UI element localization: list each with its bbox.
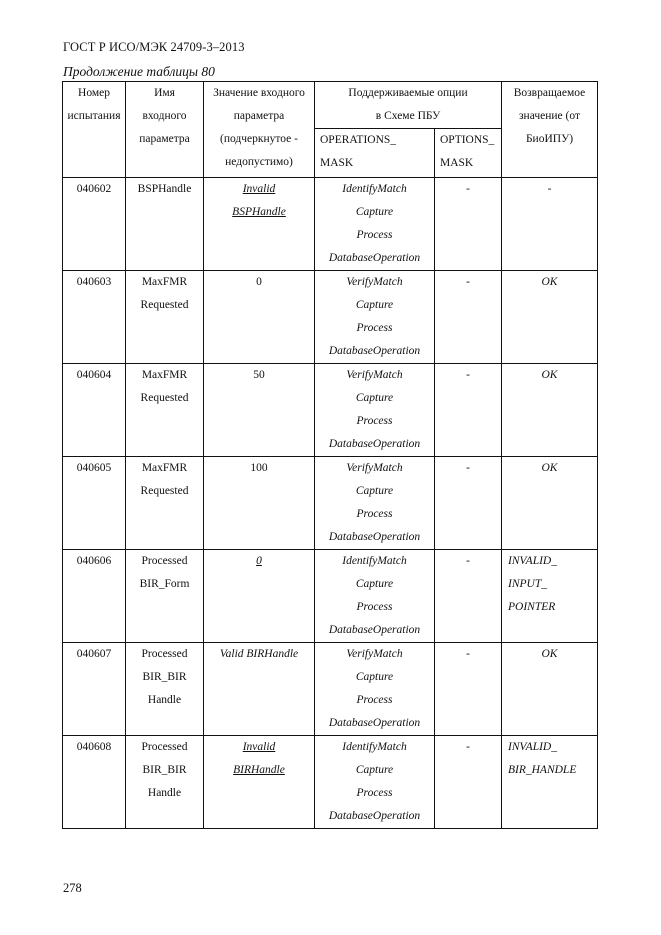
table-row <box>63 736 598 829</box>
table-row <box>63 457 598 550</box>
col-number-header: Номер испытания <box>63 82 126 178</box>
return-value-cell: OK <box>502 271 598 364</box>
test-table <box>62 81 598 829</box>
test-number-cell: 040608 <box>63 736 126 829</box>
operations-mask-cell: VerifyMatch Capture Process DatabaseOperation <box>315 457 435 550</box>
param-name-cell: MaxFMR Requested <box>126 457 204 550</box>
options-mask-cell: - <box>435 550 502 643</box>
param-name-cell: MaxFMR Requested <box>126 271 204 364</box>
operations-mask-cell: VerifyMatch Capture Process DatabaseOperation <box>315 643 435 736</box>
table-caption: Продолжение таблицы 80 <box>63 64 215 79</box>
document-id: ГОСТ Р ИСО/МЭК 24709-3–2013 <box>63 40 245 54</box>
param-value-cell: Invalid BSPHandle <box>204 178 315 271</box>
table-row <box>63 178 598 271</box>
options-mask-cell: - <box>435 643 502 736</box>
col-options-header: Поддерживаемые опции в Схеме ПБУ <box>315 82 502 129</box>
operations-mask-cell: VerifyMatch Capture Process DatabaseOperation <box>315 271 435 364</box>
header-row <box>63 82 598 129</box>
param-value-cell: 100 <box>204 457 315 550</box>
param-value-cell: 0 <box>204 271 315 364</box>
options-mask-cell: - <box>435 736 502 829</box>
test-number-cell: 040603 <box>63 271 126 364</box>
col-operations-mask-header: OPERATIONS_ MASK <box>315 129 435 178</box>
param-name-cell: BSPHandle <box>126 178 204 271</box>
param-name-cell: Processed BIR_BIR Handle <box>126 643 204 736</box>
options-mask-cell: - <box>435 178 502 271</box>
param-value-cell: Valid BIRHandle <box>204 643 315 736</box>
table-row <box>63 643 598 736</box>
options-mask-cell: - <box>435 457 502 550</box>
table-row <box>63 364 598 457</box>
return-value-cell: - <box>502 178 598 271</box>
col-return-header: Возвращаемое значение (от БиоИПУ) <box>502 82 598 178</box>
test-number-cell: 040606 <box>63 550 126 643</box>
col-value-header: Значение входного параметра (подчеркнутое - недопустимо) <box>204 82 315 178</box>
test-number-cell: 040602 <box>63 178 126 271</box>
return-value-cell: OK <box>502 364 598 457</box>
param-value-cell: 50 <box>204 364 315 457</box>
return-value-cell: INVALID_ INPUT_ POINTER <box>502 550 598 643</box>
operations-mask-cell: IdentifyMatch Capture Process DatabaseOperation <box>315 550 435 643</box>
table-row <box>63 550 598 643</box>
return-value-cell: OK <box>502 457 598 550</box>
table-row <box>63 271 598 364</box>
test-number-cell: 040604 <box>63 364 126 457</box>
param-name-cell: Processed BIR_BIR Handle <box>126 736 204 829</box>
test-number-cell: 040605 <box>63 457 126 550</box>
param-value-cell: 0 <box>204 550 315 643</box>
param-name-cell: Processed BIR_Form <box>126 550 204 643</box>
operations-mask-cell: IdentifyMatch Capture Process DatabaseOperation <box>315 178 435 271</box>
param-value-cell: Invalid BIRHandle <box>204 736 315 829</box>
test-number-cell: 040607 <box>63 643 126 736</box>
operations-mask-cell: IdentifyMatch Capture Process DatabaseOperation <box>315 736 435 829</box>
return-value-cell: INVALID_ BIR_HANDLE <box>502 736 598 829</box>
operations-mask-cell: VerifyMatch Capture Process DatabaseOperation <box>315 364 435 457</box>
col-name-header: Имя входного параметра <box>126 82 204 178</box>
col-options-mask-header: OPTIONS_ MASK <box>435 129 502 178</box>
return-value-cell: OK <box>502 643 598 736</box>
options-mask-cell: - <box>435 271 502 364</box>
page-number: 278 <box>63 881 82 895</box>
param-name-cell: MaxFMR Requested <box>126 364 204 457</box>
options-mask-cell: - <box>435 364 502 457</box>
